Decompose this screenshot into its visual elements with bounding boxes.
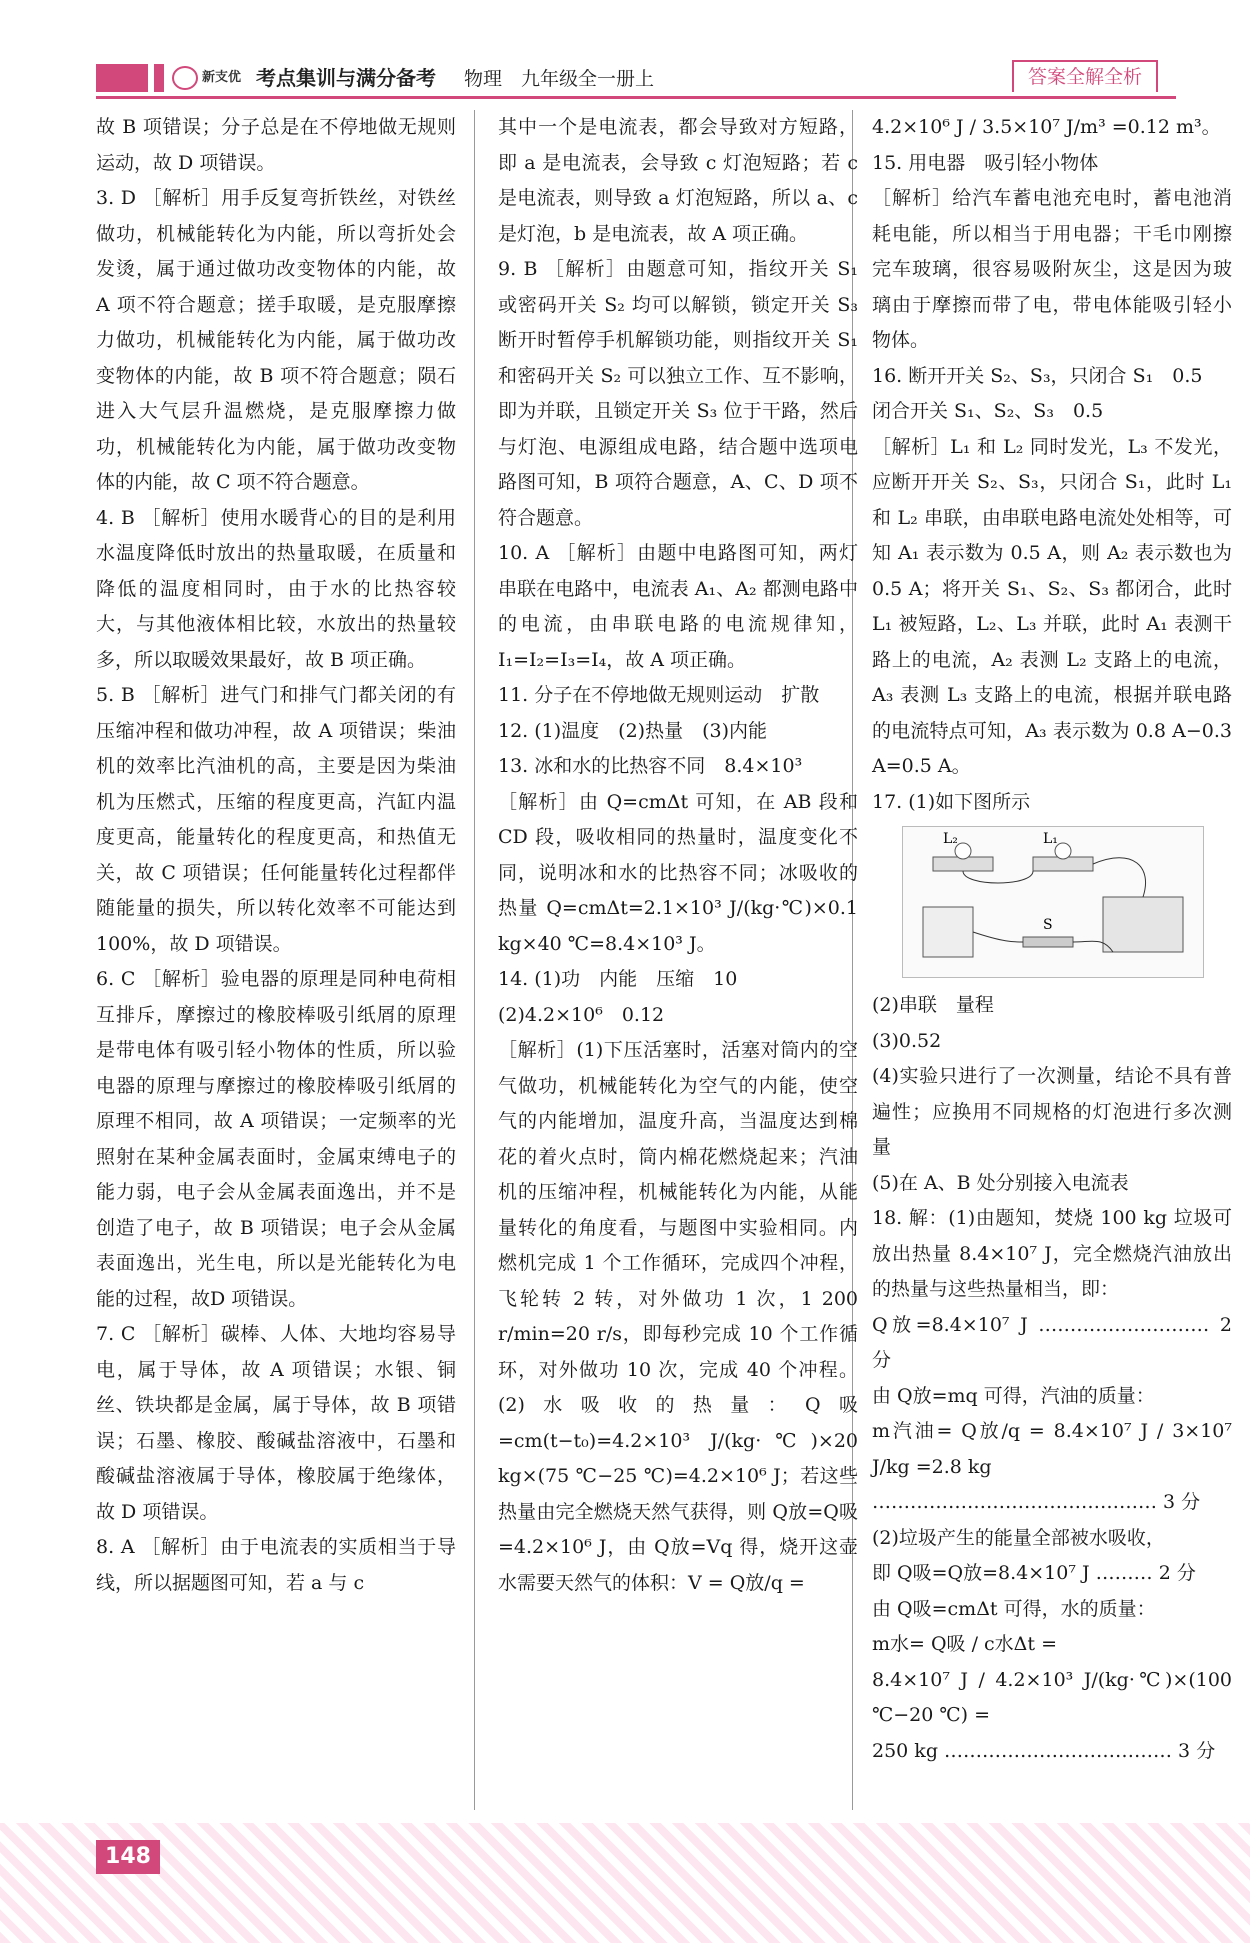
answer-18-line: 8.4×10⁷ J / 4.2×10³ J/(kg·℃)×(100 ℃−20 ℃) = — [872, 1668, 1232, 1726]
answer-5: 5. B ［解析］进气门和排气门都关闭的有压缩冲程和做功冲程，故 A 项错误；柴油机的效率比汽油机的高，主要是因为柴油机为压燃式，压缩的程度更高，汽缸内温度更高，能量转化的程度更高，和热值无关，故 C 项错误；任何能量转化过程都伴随能量的损失，所以转化效率不可能达到 100%，故 D 项错误。 — [96, 684, 456, 955]
answer-13: 13. 冰和水的比热容不同 8.4×10³ — [498, 755, 803, 777]
answer-17-part3: (3)0.52 — [872, 1029, 942, 1052]
answer-17-part5: (5)在 A、B 处分别接入电流表 — [872, 1171, 1129, 1194]
circuit-diagram — [903, 827, 1203, 977]
answer-14: 14. (1)功 内能 压缩 10 — [498, 968, 738, 990]
answer-18-line: ……………………………………… 3 分 — [872, 1491, 1201, 1513]
wire — [1093, 858, 1146, 897]
header-accent-bar — [154, 64, 164, 92]
answer-14-part2: (2)4.2×10⁶ 0.12 — [498, 1003, 665, 1026]
page-number: 148 — [96, 1840, 160, 1874]
answer-17-part4: (4)实验只进行了一次测量，结论不具有普遍性；应换用不同规格的灯泡进行多次测量 — [872, 1065, 1232, 1158]
brand-name: 新支优 — [202, 70, 242, 85]
answer-16: 16. 断开开关 S₂、S₃，只闭合 S₁ 0.5 — [872, 364, 1203, 387]
answer-17: 17. (1)如下图所示 — [872, 790, 1031, 813]
answer-6: 6. C ［解析］验电器的原理是同种电荷相互排斥，摩擦过的橡胶棒吸引纸屑的原理是带电体有吸引轻小物体的性质，所以验电器的原理与摩擦过的橡胶棒吸引纸屑的原理不相同，故 A 项错误；一定频率的光照射在某种金属表面时，金属束缚电子的能力弱，电子会从金属表面逸出，并不是创造了电子，故 B 项错误；电子会从金属表面逸出，光生电，所以是光能转化为电能的过程，故D 项错误。 — [96, 968, 456, 1310]
label-s: S — [1043, 917, 1053, 933]
label-l2: L₂ — [943, 831, 958, 847]
ammeter-icon — [1103, 897, 1183, 952]
answer-18-line: m水= Q吸 / c水Δt = — [872, 1633, 1057, 1655]
subject-title: 物理 九年级全一册上 — [464, 68, 655, 90]
answer-9: 9. B ［解析］由题意可知，指纹开关 S₁ 或密码开关 S₂ 均可以解锁，锁定开关 S₃ 断开时暂停手机解锁功能，则指纹开关 S₁ 和密码开关 S₂ 可以独立工作、互不影响，即为并联，且锁定开关 S₃ 位于干路，然后与灯泡、电源组成电路，结合题中选项电路图可知，B 项符合题意，A、C、D 项不符合题意。 — [498, 258, 858, 529]
answer-15: 15. 用电器 吸引轻小物体 — [872, 151, 1099, 174]
answer-paragraph: 故 B 项错误；分子总是在不停地做无规则运动，故 D 项错误。 — [96, 116, 456, 174]
answer-18-line: 250 kg ……………………………… 3 分 — [872, 1739, 1216, 1762]
wire — [973, 932, 1023, 942]
label-l1: L₁ — [1043, 831, 1058, 847]
header-accent-block — [96, 64, 148, 92]
answer-11: 11. 分子在不停地做无规则运动 扩散 — [498, 684, 820, 706]
answer-10: 10. A ［解析］由题中电路图可知，两灯串联在电路中，电流表 A₁、A₂ 都测电路中的电流，由串联电路的电流规律知，I₁=I₂=I₃=I₄，故 A 项正确。 — [498, 542, 858, 671]
battery-icon — [923, 907, 973, 957]
column-middle — [498, 110, 858, 1601]
brand-logo-icon — [172, 66, 198, 90]
series-title: 考点集训与满分备考 — [256, 66, 436, 90]
answer-13-analysis: ［解析］由 Q=cmΔt 可知，在 AB 段和 CD 段，吸收相同的热量时，温度变化不同，说明冰和水的比热容不同；冰吸收的热量 Q=cmΔt=2.1×10³ J/(kg·℃)×0.1 kg×40 ℃=8.4×10³ J。 — [498, 790, 858, 955]
answer-17-part2: (2)串联 量程 — [872, 994, 994, 1016]
answer-16-analysis: ［解析］L₁ 和 L₂ 同时发光，L₃ 不发光，应断开开关 S₂、S₃，只闭合 S₁，此时 L₁ 和 L₂ 串联，由串联电路电流处处相等，可知 A₁ 表示数为 0.5 A，则 A₂ 表示数也为 0.5 A；将开关 S₁、S₂、S₃ 都闭合，此时 L₁ 被短路，L₂、L₃ 并联，此时 A₁ 表测干路上的电流，A₂ 表测 L₂ 支路上的电流，A₃ 表测 L₃ 支路上的电流，根据并联电路的电流特点可知，A₃ 表示数为 0.8 A−0.3 A=0.5 A。 — [872, 435, 1232, 777]
answer-paragraph: 4.2×10⁶ J / 3.5×10⁷ J/m³ =0.12 m³。 — [872, 116, 1221, 138]
column-left — [96, 110, 456, 1601]
page-header — [96, 60, 1176, 99]
answer-18-line: 由 Q放=mq 可得，汽油的质量： — [872, 1384, 1155, 1407]
answer-18-line: m汽油= Q放/q = 8.4×10⁷ J / 3×10⁷ J/kg =2.8 kg — [872, 1420, 1232, 1478]
wire — [963, 871, 1033, 883]
answer-paragraph: 其中一个是电流表，都会导致对方短路，即 a 是电流表，会导致 c 灯泡短路；若 c 是电流表，则导致 a 灯泡短路，所以 a、c 是灯泡，b 是电流表，故 A 项正确。 — [498, 116, 858, 245]
answer-18-line: 由 Q吸=cmΔt 可得，水的质量： — [872, 1597, 1156, 1620]
switch-icon — [1023, 937, 1073, 947]
answer-18-line: (2)垃圾产生的能量全部被水吸收， — [872, 1526, 1165, 1549]
answer-16-part2: 闭合开关 S₁、S₂、S₃ 0.5 — [872, 400, 1104, 422]
answer-15-analysis: ［解析］给汽车蓄电池充电时，蓄电池消耗电能，所以相当于用电器；干毛巾刚擦完车玻璃，很容易吸附灰尘，这是因为玻璃由于摩擦而带了电，带电体能吸引轻小物体。 — [872, 187, 1232, 351]
answer-18-line: Q放=8.4×10⁷ J ……………………… 2 分 — [872, 1313, 1232, 1371]
answer-18-line: 即 Q吸=Q放=8.4×10⁷ J ……… 2 分 — [872, 1562, 1196, 1584]
answer-14-analysis: ［解析］(1)下压活塞时，活塞对筒内的空气做功，机械能转化为空气的内能，使空气的内能增加，温度升高，当温度达到棉花的着火点时，筒内棉花燃烧起来；汽油机的压缩冲程，机械能转化为内能，从能量转化的角度看，与题图中实验相同。内燃机完成 1 个工作循环，完成四个冲程，飞轮转 2 转，对外做功 1 次，1 200 r/min=20 r/s，即每秒完成 10 个工作循环，对外做功 10 次，完成 40 个冲程。(2)水吸收的热量：Q吸=cm(t−t₀)=4.2×10³ J/(kg·℃)×20 kg×(75 ℃−25 ℃)=4.2×10⁶ J；若这些热量由完全燃烧天然气获得，则 Q放=Q吸=4.2×10⁶ J，由 Q放=Vq 得，烧开这壶水需要天然气的体积：V = Q放/q = — [498, 1039, 858, 1594]
circuit-figure — [902, 826, 1204, 978]
section-label: 答案全解全析 — [1012, 60, 1158, 92]
answer-12: 12. (1)温度 (2)热量 (3)内能 — [498, 719, 767, 742]
answer-7: 7. C ［解析］碳棒、人体、大地均容易导电，属于导体，故 A 项错误；水银、铜丝、铁块都是金属，属于导体，故 B 项错误；石墨、橡胶、酸碱盐溶液中，石墨和酸碱盐溶液属于导体，橡胶属于绝缘体，故 D 项错误。 — [96, 1323, 456, 1523]
column-right — [872, 110, 1232, 1769]
answer-8: 8. A ［解析］由于电流表的实质相当于导线，所以据题图可知，若 a 与 c — [96, 1536, 456, 1594]
answer-18: 18. 解：(1)由题知，焚烧 100 kg 垃圾可放出热量 8.4×10⁷ J，完全燃烧汽油放出的热量与这些热量相当，即： — [872, 1207, 1232, 1300]
answer-4: 4. B ［解析］使用水暖背心的目的是利用水温度降低时放出的热量取暖，在质量和降低的温度相同时，由于水的比热容较大，与其他液体相比较，水放出的热量较多，所以取暖效果最好，故 B 项正确。 — [96, 506, 456, 671]
answer-3: 3. D ［解析］用手反复弯折铁丝，对铁丝做功，机械能转化为内能，所以弯折处会发烫，属于通过做功改变物体的内能，故 A 项不符合题意；搓手取暖，是克服摩擦力做功，机械能转化为内能，属于做功改变物体的内能，故 B 项不符合题意；陨石进入大气层升温燃烧，是克服摩擦力做功，机械能转化为内能，属于做功改变物体的内能，故 C 项不符合题意。 — [96, 187, 456, 493]
column-divider — [474, 110, 475, 1810]
footer-decoration — [0, 1823, 1250, 1943]
